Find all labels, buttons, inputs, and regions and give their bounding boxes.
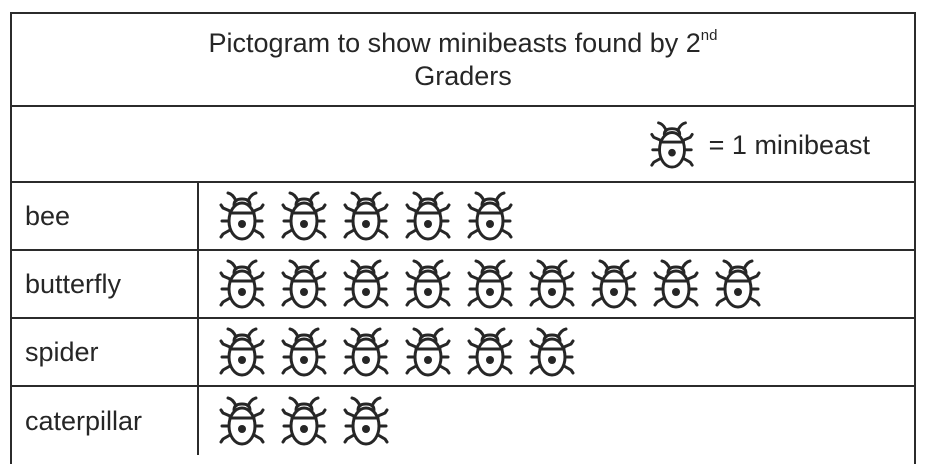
bug-icon xyxy=(527,326,577,378)
bug-icon xyxy=(341,326,391,378)
bug-icon xyxy=(651,258,701,310)
bug-icon xyxy=(279,190,329,242)
bug-icon xyxy=(217,395,267,447)
row-icons xyxy=(207,183,515,249)
row-label: bee xyxy=(12,183,199,249)
bug-icon xyxy=(465,326,515,378)
pictogram-row xyxy=(12,183,914,251)
key-row xyxy=(12,107,914,183)
bug-icon xyxy=(403,326,453,378)
bug-icon xyxy=(279,395,329,447)
key xyxy=(649,117,870,173)
row-label: caterpillar xyxy=(12,387,199,455)
title-main: Pictogram to show minibeasts found by 2 xyxy=(208,27,701,58)
row-label: spider xyxy=(12,319,199,385)
pictogram-row xyxy=(12,319,914,387)
bug-icon xyxy=(465,258,515,310)
pictogram-row xyxy=(12,387,914,455)
title-row xyxy=(12,14,914,107)
bug-icon xyxy=(649,120,695,170)
bug-icon xyxy=(403,258,453,310)
bug-icon xyxy=(713,258,763,310)
bug-icon xyxy=(341,190,391,242)
pictogram-table xyxy=(10,12,916,464)
row-label: butterfly xyxy=(12,251,199,317)
bug-icon xyxy=(527,258,577,310)
bug-icon xyxy=(465,190,515,242)
bug-icon xyxy=(217,326,267,378)
bug-icon xyxy=(341,395,391,447)
bug-icon xyxy=(341,258,391,310)
bug-icon xyxy=(589,258,639,310)
bug-icon xyxy=(279,326,329,378)
row-icons xyxy=(207,387,391,455)
key-text: = 1 minibeast xyxy=(708,129,870,160)
bug-icon xyxy=(217,190,267,242)
title-superscript: nd xyxy=(700,26,718,44)
bug-icon xyxy=(279,258,329,310)
row-icons xyxy=(207,319,577,385)
title-line-2: Graders xyxy=(414,60,512,91)
bug-icon xyxy=(217,258,267,310)
row-icons xyxy=(207,251,763,317)
bug-icon xyxy=(403,190,453,242)
chart-title xyxy=(209,27,718,93)
pictogram-row xyxy=(12,251,914,319)
